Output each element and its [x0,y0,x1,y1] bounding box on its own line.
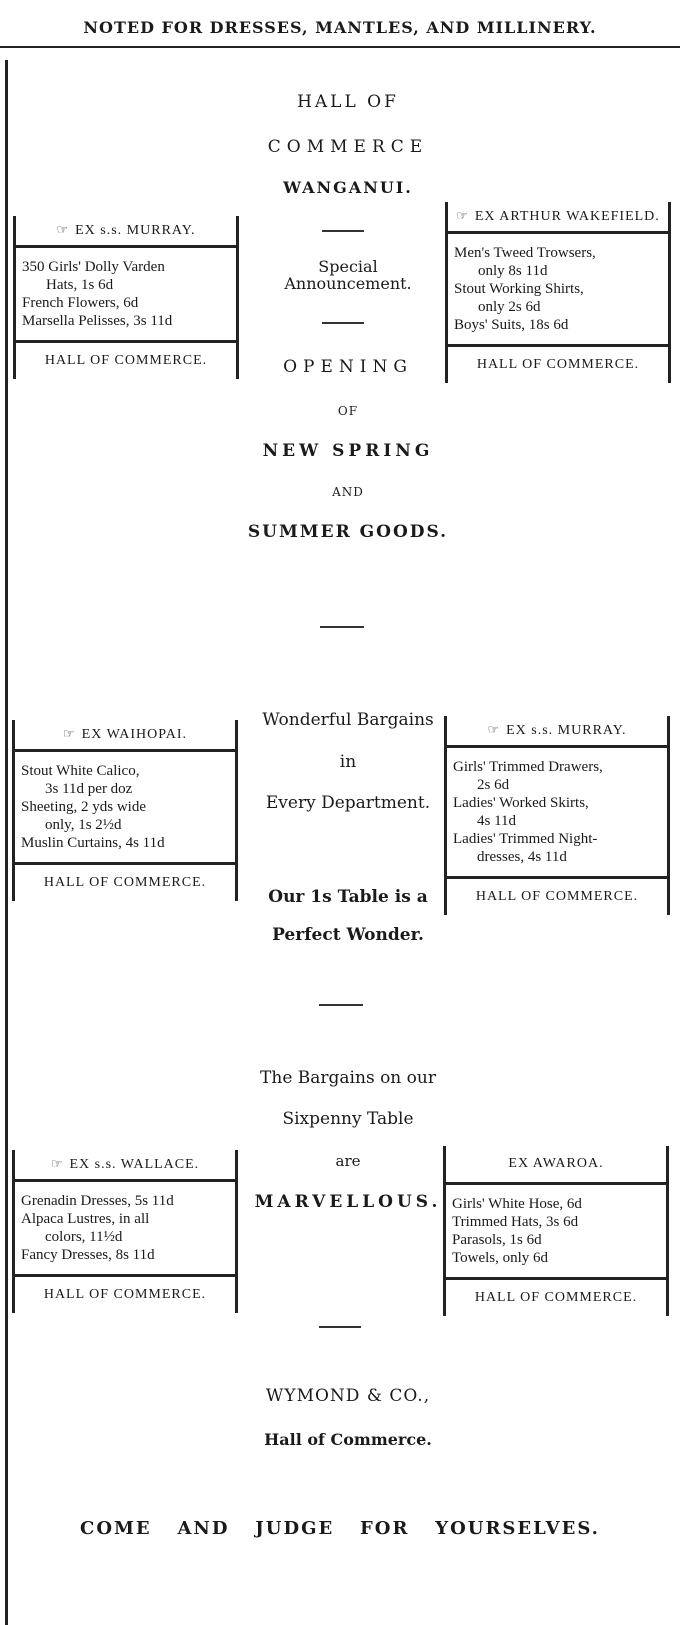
divider-dash [320,626,364,628]
notice-box-waihopai [12,720,238,901]
pointing-hand-icon: ☞ [50,1156,64,1171]
center-special: Special Announcement. [284,257,412,293]
center-summer-goods: SUMMER GOODS. [247,522,449,542]
notice-box-murray-2 [444,716,670,915]
center-marvellous: MARVELLOUS. [254,1192,442,1212]
notice-box-wallace [12,1150,238,1313]
box-items: Men's Tweed Trowsers, only 8s 11d Stout Working Shirts, only 2s 6d Boys' Suits, 18s 6d [454,245,596,333]
box-items: 350 Girls' Dolly Varden Hats, 1s 6d French Flowers, 6d Marsella Pelisses, 3s 11d [22,259,173,329]
center-in: in [339,752,357,772]
center-hall-of: HALL OF [297,92,399,112]
center-and: AND [332,485,364,499]
pointing-hand-icon: ☞ [56,222,70,237]
box-heading: EX AWAROA. [508,1156,604,1171]
closing-word: COME [80,1518,152,1539]
divider-dash [319,1326,361,1328]
center-every-dept: Every Department. [265,793,431,813]
box-heading: ☞ EX s.s. MURRAY. [56,222,196,238]
center-of: OF [337,404,359,418]
pointing-hand-icon: ☞ [487,722,501,737]
center-opening: OPENING [283,357,413,377]
notice-box-arthur-wakefield [445,202,671,383]
box-footer: HALL OF COMMERCE. [43,875,207,890]
center-bargains: The Bargains on our [260,1068,436,1088]
box-footer: HALL OF COMMERCE. [474,1290,638,1305]
box-items: Girls' Trimmed Drawers, 2s 6d Ladies' Worked Skirts, 4s 11d Ladies' Trimmed Night- dresses, 4s 11d [453,759,603,865]
closing-line [80,1518,600,1539]
center-commerce: COMMERCE [267,137,429,157]
closing-word: JUDGE [255,1518,335,1539]
left-column-rule [5,60,8,1625]
box-footer: HALL OF COMMERCE. [44,353,208,368]
pointing-hand-icon: ☞ [63,726,76,741]
header-rule [0,46,680,48]
box-footer: HALL OF COMMERCE. [43,1287,207,1302]
center-are: are [335,1152,361,1170]
box-items: Girls' White Hose, 6d Trimmed Hats, 3s 6d Parasols, 1s 6d Towels, only 6d [452,1196,582,1266]
center-sixpenny: Sixpenny Table [282,1109,414,1129]
center-table-line2: Perfect Wonder. [272,925,424,945]
notice-box-awaroa [443,1146,669,1316]
center-town: WANGANUI. [283,178,413,197]
divider-dash [319,1004,363,1006]
closing-word: AND [177,1518,230,1539]
center-new-spring: NEW SPRING [262,441,434,461]
page-header: NOTED FOR DRESSES, MANTLES, AND MILLINERY. [83,18,597,37]
divider-dash [322,230,364,232]
divider-dash [322,322,364,324]
box-heading: ☞ EX ARTHUR WAKEFIELD. [456,208,660,224]
center-hall-of-commerce: Hall of Commerce. [264,1430,432,1449]
pointing-hand-icon: ☞ [456,208,469,223]
center-wonderful: Wonderful Bargains [262,710,434,730]
closing-word: YOURSELVES. [435,1518,600,1539]
box-items: Stout White Calico, 3s 11d per doz Sheeting, 2 yds wide only, 1s 2½d Muslin Curtains, 4s 11d [21,763,165,851]
closing-word: FOR [360,1518,410,1539]
box-heading: ☞ EX s.s. WALLACE. [50,1156,200,1172]
box-heading: ☞ EX WAIHOPAI. [63,726,187,742]
box-heading: ☞ EX s.s. MURRAY. [487,722,627,738]
center-table-line1: Our 1s Table is a [268,887,428,907]
center-wymond: WYMOND & CO., [265,1386,431,1406]
box-items: Grenadin Dresses, 5s 11d Alpaca Lustres, in all colors, 11½d Fancy Dresses, 8s 11d [21,1193,174,1263]
box-footer: HALL OF COMMERCE. [475,889,639,904]
notice-box-murray-1 [13,216,239,379]
box-footer: HALL OF COMMERCE. [476,357,640,372]
